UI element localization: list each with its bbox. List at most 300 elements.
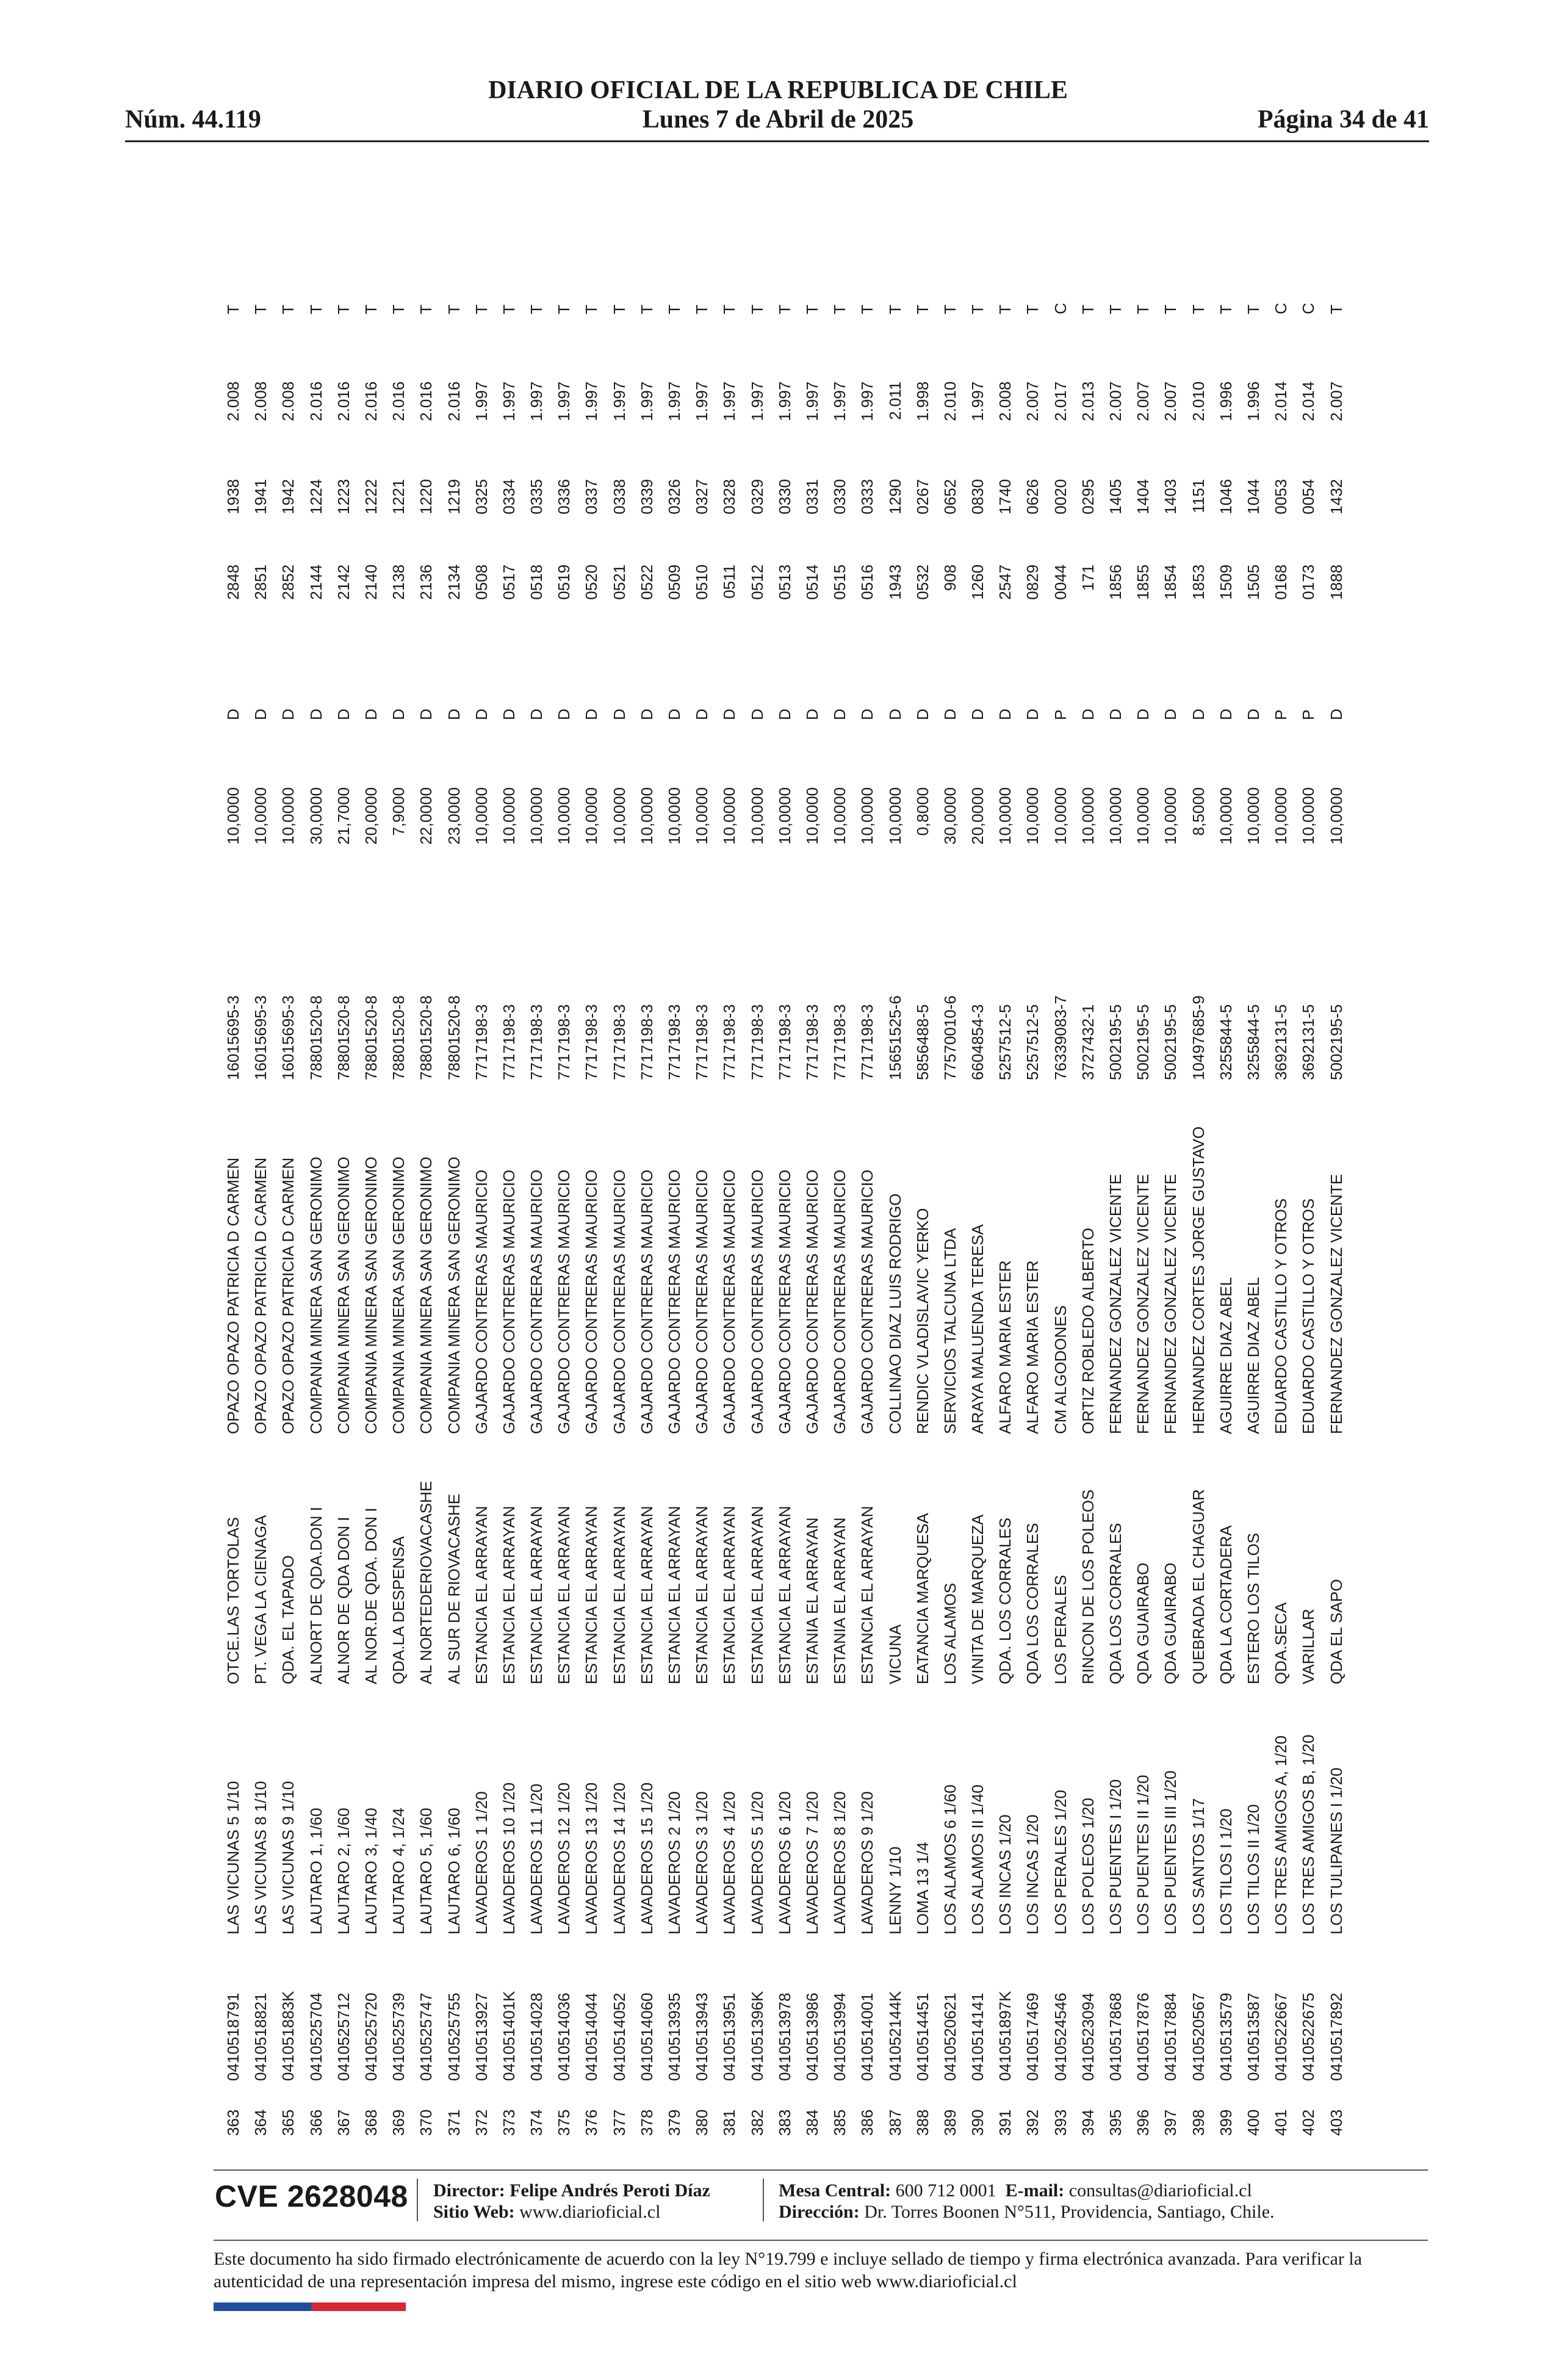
year-cell: 2.008 — [251, 381, 270, 422]
location-cell: ESTANCIA EL ARRAYAN — [637, 1506, 656, 1684]
owner-rut-cell: 16015695-3 — [224, 995, 242, 1080]
table-row — [744, 207, 771, 2136]
director-line — [433, 2180, 710, 2201]
concession-code-cell: 0410514060 — [637, 1992, 656, 2081]
status-letter-cell: D — [720, 709, 739, 720]
owner-rut-cell: 7717198-3 — [527, 1004, 546, 1080]
row-number-cell: 376 — [582, 2109, 601, 2136]
status-letter-cell: D — [802, 709, 821, 720]
location-cell: QDA.SECA — [1272, 1602, 1291, 1684]
owner-rut-cell: 5002195-5 — [1134, 1004, 1153, 1080]
table-row — [1240, 207, 1267, 2136]
year-cell: 2.016 — [334, 381, 353, 422]
concession-code-cell: 041051883K — [279, 1991, 298, 2081]
year-cell: 2.007 — [1106, 381, 1125, 422]
status-letter-cell: D — [968, 709, 987, 720]
table-row — [1075, 207, 1102, 2136]
row-number-cell: 370 — [417, 2109, 436, 2136]
owner-rut-cell: 3255844-5 — [1216, 1004, 1235, 1080]
owner-rut-cell: 7717198-3 — [747, 1004, 766, 1080]
concession-type-cell: C — [1272, 303, 1291, 314]
concession-type-cell: T — [334, 305, 353, 314]
concession-name-cell: LAVADEROS 6 1/20 — [775, 1791, 794, 1935]
record-number-1-cell: 0517 — [499, 564, 518, 600]
area-hectares-cell: 10,0000 — [693, 787, 711, 845]
area-hectares-cell: 10,0000 — [885, 787, 904, 845]
concession-name-cell: LOS ALAMOS 6 1/60 — [940, 1784, 959, 1935]
concession-code-cell: 0410513978 — [775, 1992, 794, 2081]
owner-name-cell: GAJARDO CONTRERAS MAURICIO — [582, 1169, 601, 1434]
status-letter-cell: D — [1216, 709, 1235, 720]
owner-name-cell: FERNANDEZ GONZALEZ VICENTE — [1327, 1174, 1345, 1434]
row-number-cell: 385 — [830, 2109, 849, 2136]
area-hectares-cell: 10,0000 — [472, 787, 491, 845]
row-number-cell: 365 — [279, 2109, 298, 2136]
row-number-cell: 364 — [251, 2109, 270, 2136]
row-number-cell: 400 — [1244, 2109, 1262, 2136]
concession-type-cell: T — [555, 305, 574, 314]
location-cell: VINITA DE MARQUEZA — [968, 1514, 987, 1684]
year-cell: 1.997 — [637, 381, 656, 422]
owner-name-cell: COMPANIA MINERA SAN GERONIMO — [306, 1156, 325, 1434]
table-row — [964, 207, 992, 2136]
status-letter-cell: D — [417, 709, 436, 720]
owner-rut-cell: 78801520-8 — [334, 995, 353, 1080]
owner-rut-cell: 15651525-6 — [885, 995, 904, 1080]
record-number-2-cell: 0335 — [527, 479, 546, 514]
area-hectares-cell: 10,0000 — [665, 787, 683, 845]
cve-code: CVE 2628048 — [215, 2179, 408, 2213]
concession-type-cell: T — [610, 305, 629, 314]
record-number-1-cell: 1854 — [1161, 564, 1180, 600]
location-cell: QDA GUAIRABO — [1161, 1562, 1180, 1684]
owner-rut-cell: 7717198-3 — [555, 1004, 574, 1080]
flag-stripe-blue — [214, 2302, 311, 2311]
owner-name-cell: GAJARDO CONTRERAS MAURICIO — [775, 1169, 794, 1434]
status-letter-cell: D — [472, 709, 491, 720]
owner-name-cell: GAJARDO CONTRERAS MAURICIO — [472, 1169, 491, 1434]
owner-rut-cell: 7717198-3 — [499, 1004, 518, 1080]
owner-name-cell: GAJARDO CONTRERAS MAURICIO — [555, 1169, 574, 1434]
concession-name-cell: LOS PUENTES II 1/20 — [1134, 1775, 1153, 1935]
record-number-2-cell: 0652 — [940, 479, 959, 514]
location-cell: ESTANCIA EL ARRAYAN — [499, 1506, 518, 1684]
location-cell: QDA LA CORTADERA — [1216, 1525, 1235, 1684]
area-hectares-cell: 10,0000 — [802, 787, 821, 845]
owner-rut-cell: 7717198-3 — [472, 1004, 491, 1080]
area-hectares-cell: 10,0000 — [1051, 787, 1070, 845]
owner-name-cell: COMPANIA MINERA SAN GERONIMO — [361, 1156, 380, 1434]
status-letter-cell: D — [996, 709, 1015, 720]
owner-rut-cell: 7717198-3 — [693, 1004, 711, 1080]
owner-name-cell: RENDIC VLADISLAVIC YERKO — [913, 1208, 932, 1434]
location-cell: LOS ALAMOS — [940, 1582, 959, 1684]
record-number-2-cell: 1290 — [885, 479, 904, 514]
row-number-cell: 377 — [610, 2109, 629, 2136]
location-cell: QDA. LOS CORRALES — [996, 1517, 1015, 1684]
area-hectares-cell: 30,0000 — [940, 787, 959, 845]
concession-type-cell: C — [1051, 303, 1070, 314]
status-letter-cell: D — [858, 709, 877, 720]
record-number-1-cell: 0516 — [858, 564, 877, 600]
table-row — [688, 207, 716, 2136]
record-number-1-cell: 0522 — [637, 564, 656, 600]
concession-name-cell: LAUTARO 4, 1/24 — [389, 1808, 408, 1935]
record-number-2-cell: 1403 — [1161, 479, 1180, 514]
year-cell: 2.016 — [417, 381, 436, 422]
owner-name-cell: GAJARDO CONTRERAS MAURICIO — [747, 1169, 766, 1434]
year-cell: 2.016 — [306, 381, 325, 422]
concession-type-cell: T — [996, 305, 1015, 314]
email-label: E-mail: — [1005, 2180, 1065, 2201]
concession-code-cell: 041051401K — [499, 1991, 518, 2081]
record-number-1-cell: 2134 — [444, 564, 463, 600]
concession-type-cell: T — [224, 305, 242, 314]
area-hectares-cell: 0,8000 — [913, 787, 932, 836]
owner-rut-cell: 7717198-3 — [610, 1004, 629, 1080]
record-number-2-cell: 1220 — [417, 479, 436, 514]
record-number-1-cell: 0520 — [582, 564, 601, 600]
location-cell: ESTANCIA EL ARRAYAN — [775, 1506, 794, 1684]
row-number-cell: 363 — [224, 2109, 242, 2136]
publication-title: DIARIO OFICIAL DE LA REPUBLICA DE CHILE — [488, 76, 1068, 104]
table-row — [303, 207, 330, 2136]
email-link[interactable]: consultas@diarioficial.cl — [1068, 2180, 1252, 2201]
area-hectares-cell: 10,0000 — [224, 787, 242, 845]
footer-separator — [417, 2179, 418, 2221]
record-number-2-cell: 0336 — [555, 479, 574, 514]
table-row — [771, 207, 799, 2136]
area-hectares-cell: 10,0000 — [1106, 787, 1125, 845]
concession-code-cell: 041052144K — [885, 1991, 904, 2081]
concession-code-cell: 0410514052 — [610, 1992, 629, 2081]
area-hectares-cell: 10,0000 — [1161, 787, 1180, 845]
row-number-cell: 368 — [361, 2109, 380, 2136]
record-number-2-cell: 1740 — [996, 479, 1015, 514]
concession-name-cell: LAVADEROS 14 1/20 — [610, 1782, 629, 1935]
record-number-1-cell: 1509 — [1216, 564, 1235, 600]
row-number-cell: 399 — [1216, 2109, 1235, 2136]
record-number-2-cell: 1151 — [1189, 479, 1208, 513]
owner-rut-cell: 78801520-8 — [361, 995, 380, 1080]
owner-name-cell: AGUIRRE DIAZ ABEL — [1216, 1277, 1235, 1434]
concession-type-cell: T — [1106, 305, 1125, 314]
concession-type-cell: T — [720, 305, 739, 314]
owner-name-cell: COMPANIA MINERA SAN GERONIMO — [334, 1156, 353, 1434]
record-number-2-cell: 0267 — [913, 479, 932, 514]
owner-name-cell: CM ALGODONES — [1051, 1305, 1070, 1434]
concession-type-cell: T — [306, 305, 325, 314]
status-letter-cell: P — [1272, 709, 1291, 720]
record-number-1-cell: 0515 — [830, 564, 849, 600]
status-letter-cell: D — [940, 709, 959, 720]
record-number-1-cell: 2848 — [224, 564, 242, 600]
concession-code-cell: 0410514036 — [555, 1992, 574, 2081]
status-letter-cell: D — [361, 709, 380, 720]
concession-type-cell: T — [968, 305, 987, 314]
record-number-2-cell: 0330 — [830, 479, 849, 514]
concession-type-cell: T — [747, 305, 766, 314]
concession-code-cell: 0410518791 — [224, 1992, 242, 2081]
record-number-1-cell: 2140 — [361, 564, 380, 600]
concession-type-cell: T — [472, 305, 491, 314]
record-number-2-cell: 0325 — [472, 479, 491, 514]
flag-stripe-red — [311, 2302, 406, 2311]
issue-date: Lunes 7 de Abril de 2025 — [642, 106, 914, 134]
year-cell: 1.996 — [1216, 381, 1235, 422]
concession-name-cell: LAUTARO 3, 1/40 — [361, 1808, 380, 1935]
row-number-cell: 388 — [913, 2109, 932, 2136]
row-number-cell: 382 — [747, 2109, 766, 2136]
location-cell: ESTANCIA EL ARRAYAN — [472, 1506, 491, 1684]
owner-rut-cell: 7717198-3 — [775, 1004, 794, 1080]
status-letter-cell: D — [1189, 709, 1208, 720]
concession-code-cell: 0410513994 — [830, 1992, 849, 2081]
location-cell: AL NORTEDERIOVACASHE — [417, 1480, 436, 1684]
table-row — [578, 207, 605, 2136]
footer-separator — [763, 2179, 764, 2221]
table-row — [799, 207, 826, 2136]
concession-type-cell: T — [1134, 305, 1153, 314]
concession-name-cell: LOS POLEOS 1/20 — [1078, 1797, 1097, 1935]
year-cell: 2.014 — [1299, 381, 1318, 422]
concession-name-cell: LAVADEROS 8 1/20 — [830, 1791, 849, 1935]
location-cell: ESTANCIA EL ARRAYAN — [527, 1506, 546, 1684]
area-hectares-cell: 10,0000 — [858, 787, 877, 845]
concession-name-cell: LAVADEROS 15 1/20 — [637, 1782, 656, 1935]
record-number-2-cell: 0338 — [610, 479, 629, 514]
record-number-1-cell: 0511 — [720, 564, 739, 599]
record-number-2-cell: 1432 — [1327, 479, 1345, 514]
area-hectares-cell: 10,0000 — [251, 787, 270, 845]
concession-name-cell: LAVADEROS 4 1/20 — [720, 1791, 739, 1935]
year-cell: 1.998 — [913, 381, 932, 422]
area-hectares-cell: 10,0000 — [610, 787, 629, 845]
owner-name-cell: AGUIRRE DIAZ ABEL — [1244, 1277, 1262, 1434]
site-line — [433, 2202, 660, 2223]
location-cell: ESTANCIA EL ARRAYAN — [582, 1506, 601, 1684]
concession-name-cell: LOS PUENTES III 1/20 — [1161, 1770, 1180, 1935]
concession-code-cell: 0410517868 — [1106, 1992, 1125, 2081]
owner-rut-cell: 7717198-3 — [665, 1004, 683, 1080]
concession-name-cell: LOS TRES AMIGOS B, 1/20 — [1299, 1734, 1318, 1935]
table-row — [882, 207, 909, 2136]
table-row — [412, 207, 440, 2136]
area-hectares-cell: 10,0000 — [775, 787, 794, 845]
concession-type-cell: T — [858, 305, 877, 314]
area-hectares-cell: 10,0000 — [830, 787, 849, 845]
year-cell: 1.997 — [472, 381, 491, 422]
concession-name-cell: LAUTARO 2, 1/60 — [334, 1808, 353, 1935]
location-cell: ESTANCIA EL ARRAYAN — [720, 1506, 739, 1684]
footer-divider — [214, 2169, 1428, 2171]
owner-rut-cell: 7717198-3 — [637, 1004, 656, 1080]
record-number-1-cell: 0044 — [1051, 564, 1070, 600]
table-row — [1019, 207, 1046, 2136]
contact-line — [779, 2180, 1252, 2201]
owner-name-cell: ORTIZ ROBLEDO ALBERTO — [1078, 1227, 1097, 1434]
owner-rut-cell: 7717198-3 — [582, 1004, 601, 1080]
status-letter-cell: D — [885, 709, 904, 720]
area-hectares-cell: 10,0000 — [1216, 787, 1235, 845]
concession-type-cell: T — [1244, 305, 1262, 314]
owner-name-cell: COLLINAO DIAZ LUIS RODRIGO — [885, 1193, 904, 1434]
row-number-cell: 373 — [499, 2109, 518, 2136]
location-cell: ESTANCIA EL ARRAYAN — [665, 1506, 683, 1684]
owner-rut-cell: 3255844-5 — [1244, 1004, 1262, 1080]
concession-code-cell: 0410522667 — [1272, 1992, 1291, 2081]
concession-code-cell: 0410525747 — [417, 1992, 436, 2081]
location-cell: VARILLAR — [1299, 1609, 1318, 1684]
owner-name-cell: OPAZO OPAZO PATRICIA D CARMEN — [224, 1157, 242, 1434]
concession-name-cell: LAUTARO 6, 1/60 — [444, 1808, 463, 1935]
record-number-2-cell: 0053 — [1272, 479, 1291, 514]
table-row — [606, 207, 633, 2136]
record-number-2-cell: 0333 — [858, 479, 877, 514]
location-cell: ESTANIA EL ARRAYAN — [802, 1517, 821, 1684]
area-hectares-cell: 10,0000 — [1327, 787, 1345, 845]
area-hectares-cell: 10,0000 — [1299, 787, 1318, 845]
status-letter-cell: D — [1134, 709, 1153, 720]
owner-name-cell: OPAZO OPAZO PATRICIA D CARMEN — [251, 1157, 270, 1434]
location-cell: QDA LOS CORRALES — [1023, 1523, 1042, 1684]
concession-type-cell: T — [444, 305, 463, 314]
year-cell: 1.997 — [665, 381, 683, 422]
concession-code-cell: 0410513927 — [472, 1992, 491, 2081]
status-letter-cell: D — [1106, 709, 1125, 720]
record-number-1-cell: 0519 — [555, 564, 574, 600]
status-letter-cell: D — [665, 709, 683, 720]
record-number-1-cell: 0532 — [913, 564, 932, 600]
area-hectares-cell: 10,0000 — [1023, 787, 1042, 845]
year-cell: 2.014 — [1272, 381, 1291, 422]
owner-rut-cell: 7717198-3 — [720, 1004, 739, 1080]
year-cell: 2.016 — [444, 381, 463, 422]
year-cell: 1.997 — [968, 381, 987, 422]
area-hectares-cell: 10,0000 — [582, 787, 601, 845]
row-number-cell: 366 — [306, 2109, 325, 2136]
owner-rut-cell: 5002195-5 — [1161, 1004, 1180, 1080]
record-number-2-cell: 0337 — [582, 479, 601, 514]
site-link[interactable]: www.diarioficial.cl — [519, 2202, 661, 2222]
row-number-cell: 389 — [940, 2109, 959, 2136]
year-cell: 1.997 — [555, 381, 574, 422]
record-number-2-cell: 0020 — [1051, 479, 1070, 514]
concession-code-cell: 0410513935 — [665, 1992, 683, 2081]
year-cell: 1.997 — [610, 381, 629, 422]
owner-name-cell: FERNANDEZ GONZALEZ VICENTE — [1134, 1174, 1153, 1434]
concession-code-cell: 0410525712 — [334, 1992, 353, 2081]
record-number-1-cell: 1855 — [1134, 564, 1153, 600]
record-number-2-cell: 0830 — [968, 479, 987, 514]
concession-name-cell: LAS VICUNAS 5 1/10 — [224, 1781, 242, 1935]
concession-type-cell: C — [1299, 303, 1318, 314]
location-cell: ESTANCIA EL ARRAYAN — [555, 1506, 574, 1684]
area-hectares-cell: 10,0000 — [996, 787, 1015, 845]
concession-code-cell: 0410513951 — [720, 1992, 739, 2081]
status-letter-cell: D — [306, 709, 325, 720]
status-letter-cell: D — [1327, 709, 1345, 720]
row-number-cell: 367 — [334, 2109, 353, 2136]
concession-name-cell: LOS TRES AMIGOS A, 1/20 — [1272, 1735, 1291, 1935]
phone-label: Mesa Central: — [779, 2180, 891, 2201]
year-cell: 1.997 — [499, 381, 518, 422]
concession-name-cell: LAS VICUNAS 8 1/10 — [251, 1781, 270, 1935]
location-cell: ESTANIA EL ARRAYAN — [830, 1517, 849, 1684]
owner-name-cell: COMPANIA MINERA SAN GERONIMO — [389, 1156, 408, 1434]
record-number-1-cell: 0521 — [610, 564, 629, 600]
area-hectares-cell: 10,0000 — [555, 787, 574, 845]
concession-name-cell: LOMA 13 1/4 — [913, 1842, 932, 1935]
year-cell: 1.997 — [775, 381, 794, 422]
table-row — [1185, 207, 1212, 2136]
record-number-1-cell: 0168 — [1272, 564, 1291, 600]
table-row — [854, 207, 881, 2136]
concession-code-cell: 0410520567 — [1189, 1992, 1208, 2081]
row-number-cell: 394 — [1078, 2109, 1097, 2136]
row-number-cell: 401 — [1272, 2109, 1291, 2136]
row-number-cell: 371 — [444, 2109, 463, 2136]
concession-code-cell: 041051897K — [996, 1991, 1015, 2081]
table-row — [1129, 207, 1157, 2136]
owner-rut-cell: 5257512-5 — [996, 1004, 1015, 1080]
record-number-2-cell: 1223 — [334, 479, 353, 514]
concession-name-cell: LAUTARO 1, 1/60 — [306, 1808, 325, 1935]
concession-type-cell: T — [1023, 305, 1042, 314]
issue-number: Núm. 44.119 — [125, 106, 261, 134]
record-number-2-cell: 1219 — [444, 479, 463, 514]
status-letter-cell: D — [775, 709, 794, 720]
concession-type-cell: T — [1327, 305, 1345, 314]
concession-name-cell: LOS TILOS I 1/20 — [1216, 1808, 1235, 1935]
footer-divider — [214, 2240, 1428, 2241]
record-number-2-cell: 0328 — [720, 479, 739, 514]
row-number-cell: 402 — [1299, 2109, 1318, 2136]
record-number-2-cell: 0295 — [1078, 479, 1097, 514]
concession-type-cell: T — [1189, 305, 1208, 314]
concession-name-cell: LAVADEROS 9 1/20 — [858, 1791, 877, 1935]
record-number-1-cell: 1856 — [1106, 564, 1125, 600]
location-cell: AL SUR DE RIOVACASHE — [444, 1493, 463, 1684]
status-letter-cell: D — [389, 709, 408, 720]
table-row — [441, 207, 468, 2136]
concession-name-cell: LAUTARO 5, 1/60 — [417, 1808, 436, 1935]
record-number-1-cell: 1260 — [968, 564, 987, 600]
table-row — [358, 207, 385, 2136]
owner-rut-cell: 16015695-3 — [251, 995, 270, 1080]
location-cell: QUEBRADA EL CHAGUAR — [1189, 1489, 1208, 1684]
record-number-1-cell: 1943 — [885, 564, 904, 600]
owner-name-cell: GAJARDO CONTRERAS MAURICIO — [637, 1169, 656, 1434]
area-hectares-cell: 21,7000 — [334, 787, 353, 845]
concession-type-cell: T — [251, 305, 270, 314]
concession-type-cell: T — [940, 305, 959, 314]
page-number: Página 34 de 41 — [1257, 106, 1429, 134]
owner-name-cell: GAJARDO CONTRERAS MAURICIO — [830, 1169, 849, 1434]
location-cell: ESTANCIA EL ARRAYAN — [693, 1506, 711, 1684]
owner-rut-cell: 78801520-8 — [444, 995, 463, 1080]
location-cell: VICUNA — [885, 1624, 904, 1684]
status-letter-cell: D — [334, 709, 353, 720]
owner-name-cell: EDUARDO CASTILLO Y OTROS — [1272, 1198, 1291, 1434]
concession-name-cell: LAVADEROS 7 1/20 — [802, 1791, 821, 1935]
record-number-2-cell: 0329 — [747, 479, 766, 514]
status-letter-cell: D — [1244, 709, 1262, 720]
table-row — [661, 207, 688, 2136]
address-line — [779, 2202, 1275, 2223]
record-number-2-cell: 0334 — [499, 479, 518, 514]
row-number-cell: 398 — [1189, 2109, 1208, 2136]
